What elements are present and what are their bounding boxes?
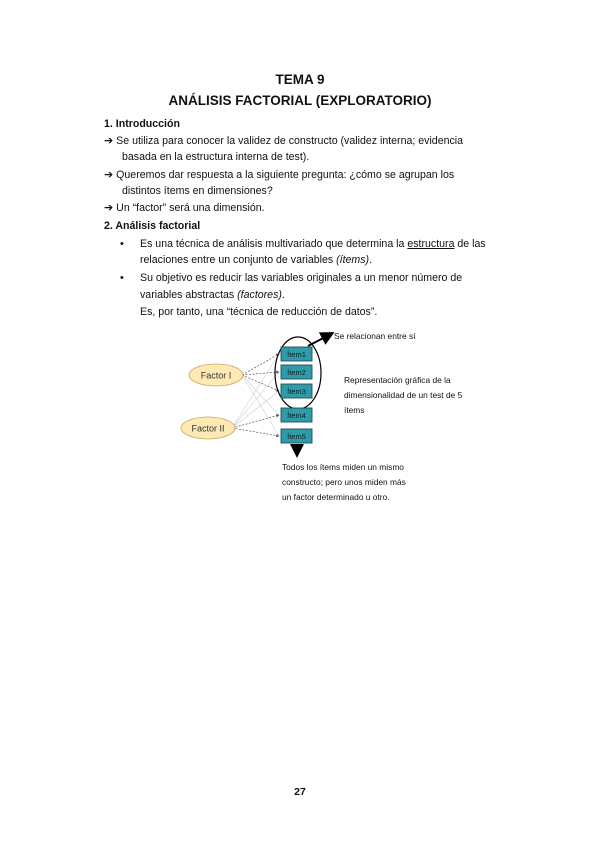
list-item-continuation: basada en la estructura interna de test). [122, 151, 310, 163]
arrow-up-right-icon [308, 334, 331, 346]
bullet-item [120, 270, 124, 286]
relation-label: Se relacionan entre sí [334, 331, 416, 341]
arrow-right-icon: ➔ [104, 202, 114, 214]
bullet-icon: • [120, 272, 124, 284]
cross-loading-line [232, 354, 279, 428]
cross-loading-line [232, 391, 279, 428]
loading-line [242, 372, 279, 375]
italic-term: (factores) [237, 289, 282, 301]
list-item-text: Se utiliza para conocer la validez de constructo (validez interna; evidencia [116, 135, 464, 147]
bullet-text-continuation: Es, por tanto, una “técnica de reducción de datos”. [140, 306, 378, 318]
representation-label-line: dimensionalidad de un test de 5 [344, 390, 463, 400]
factor-label: Factor II [191, 423, 225, 434]
page-number: 27 [294, 786, 306, 798]
note-label-line: un factor determinado u otro. [282, 492, 390, 502]
italic-term: (ítems) [336, 254, 370, 266]
item-label: Ítem3 [287, 387, 306, 396]
list-item-text: Un “factor” será una dimensión. [116, 202, 265, 214]
factor-label: Factor I [200, 370, 232, 381]
list-item [104, 133, 463, 149]
representation-label-line: Representación gráfica de la [344, 375, 451, 385]
note-label-line: constructo; pero unos miden más [282, 477, 406, 487]
representation-label-line: ítems [344, 405, 365, 415]
underlined-term: estructura [407, 238, 455, 250]
bullet-text-part: . [369, 254, 373, 266]
item-label: Ítem4 [287, 411, 306, 420]
list-item [104, 167, 454, 183]
arrow-right-icon: ➔ [104, 135, 114, 147]
bullet-text-part: variables abstractas [140, 289, 238, 301]
section2-heading: 2. Análisis factorial [104, 220, 201, 232]
item-label: Ítem5 [287, 432, 306, 441]
bullet-text-part: . [281, 289, 285, 301]
section1-heading: 1. Introducción [104, 118, 180, 130]
bullet-icon: • [120, 238, 124, 250]
tema-number: TEMA 9 [275, 72, 325, 87]
bullet-text-continuation [140, 287, 285, 303]
item-label: Ítem1 [287, 350, 306, 359]
bullet-item [120, 236, 124, 252]
list-item-text: Queremos dar respuesta a la siguiente pregunta: ¿cómo se agrupan los [116, 169, 455, 181]
list-item [104, 200, 265, 216]
arrow-right-icon: ➔ [104, 169, 114, 181]
item-label: Ítem2 [287, 368, 306, 377]
bullet-text-part: de las [454, 238, 486, 250]
bullet-text-part: relaciones entre un conjunto de variables [140, 254, 337, 266]
note-label-line: Todos los ítems miden un mismo [282, 462, 404, 472]
page-title: ANÁLISIS FACTORIAL (EXPLORATORIO) [168, 93, 432, 108]
bullet-text: Su objetivo es reducir las variables originales a un menor número de [140, 272, 463, 284]
bullet-text-part: Es una técnica de análisis multivariado que determina la [140, 238, 408, 250]
loading-line [232, 428, 279, 436]
list-item-continuation: distintos ítems en dimensiones? [122, 185, 273, 197]
bullet-text-continuation [140, 252, 372, 268]
bullet-text [140, 236, 486, 252]
loading-line [242, 354, 279, 375]
